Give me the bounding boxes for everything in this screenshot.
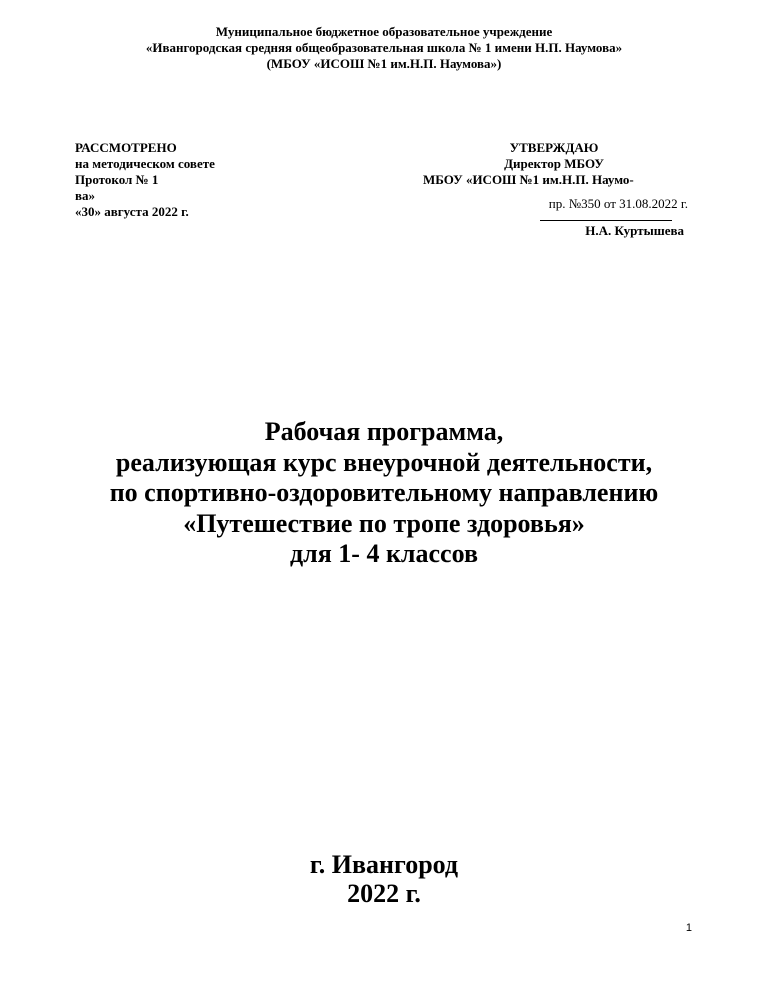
institution-header <box>0 24 768 72</box>
approved-position: Директор МБОУ <box>504 156 604 171</box>
approved-order: пр. №350 от 31.08.2022 г. <box>548 196 688 211</box>
approved-signer: Н.А. Куртышева <box>585 223 684 238</box>
document-title <box>0 417 768 570</box>
considered-block <box>75 140 215 220</box>
approved-organization: МБОУ «ИСОШ №1 им.Н.П. Наумо- <box>423 172 634 187</box>
considered-council: на методическом совете <box>75 156 215 171</box>
approved-heading: УТВЕРЖДАЮ <box>509 140 599 155</box>
title-line-2: реализующая курс внеурочной деятельности, <box>115 447 653 477</box>
considered-protocol: Протокол № 1 <box>75 172 159 187</box>
document-footer <box>0 850 768 908</box>
institution-short-name: (МБОУ «ИСОШ №1 им.Н.П. Наумова») <box>266 56 502 71</box>
title-line-5: для 1- 4 классов <box>289 539 478 568</box>
title-line-4: «Путешествие по тропе здоровья» <box>183 508 585 538</box>
page-number: 1 <box>685 922 692 934</box>
approved-block <box>420 140 688 239</box>
considered-wrap: ва» <box>75 188 96 203</box>
institution-type: Муниципальное бюджетное образовательное учреждение <box>215 24 553 39</box>
signature-line <box>540 212 672 221</box>
institution-full-name: «Ивангородская средняя общеобразовательная школа № 1 имени Н.П. Наумова» <box>145 40 623 55</box>
title-line-1: Рабочая программа, <box>264 417 504 446</box>
considered-heading: РАССМОТРЕНО <box>75 140 177 155</box>
footer-year: 2022 г. <box>347 879 421 908</box>
footer-city: г. Ивангород <box>309 850 459 879</box>
considered-date: «30» августа 2022 г. <box>75 204 189 219</box>
title-line-3: по спортивно-оздоровительному направлению <box>109 478 659 507</box>
